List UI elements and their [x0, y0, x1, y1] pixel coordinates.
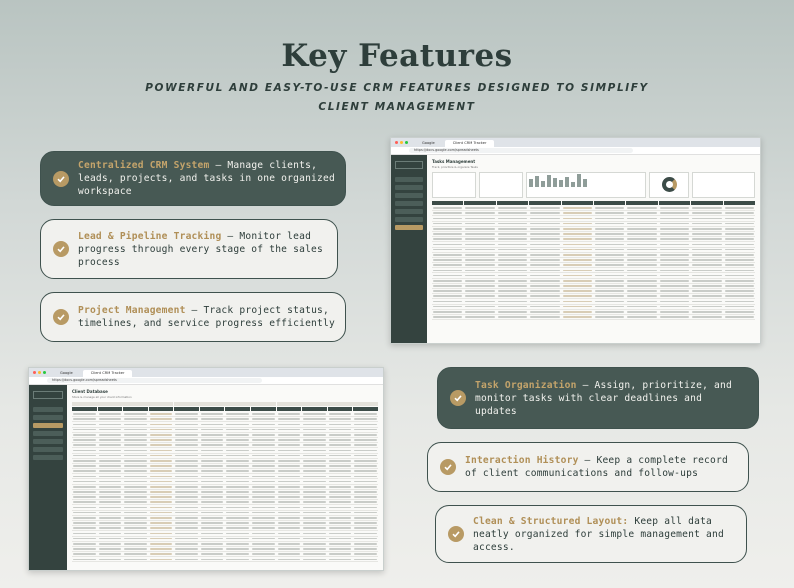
sheet-main: [427, 155, 760, 343]
sidebar-logo: [395, 161, 423, 169]
sidebar-item: [33, 439, 63, 444]
spreadsheet-app: [29, 385, 383, 570]
sidebar-item-selected: [33, 423, 63, 428]
sidebar-item: [395, 217, 423, 222]
sheet-subtitle: Track, prioritize & organize Tasks: [432, 165, 478, 169]
window-controls: [395, 141, 408, 144]
feature-card-centralized-crm: [40, 151, 346, 206]
sidebar-item: [395, 201, 423, 206]
address-bar: [29, 377, 383, 385]
feature-card-interaction-history: [427, 442, 749, 492]
feature-title: Lead & Pipeline Tracking: [78, 230, 222, 242]
table-group-header: [72, 402, 378, 406]
sidebar-item: [395, 177, 423, 182]
sidebar-logo: [33, 391, 63, 399]
table-row: [72, 557, 378, 562]
feature-card-project-management: [40, 292, 346, 342]
spreadsheet-app: [391, 155, 760, 343]
check-icon: [450, 390, 466, 406]
feature-desc: Keep all data neatly organized for simple management and access.: [473, 515, 724, 553]
url-field: https://docs.google.com/spreadsheets: [47, 378, 262, 383]
sheet-title: Client Database: [72, 389, 108, 394]
page-title: Key Features: [281, 38, 513, 74]
status-widget: [479, 172, 523, 198]
browser-tab-crm: Client CRM Tracker: [445, 140, 495, 147]
feature-desc: – Manage clients, leads, projects, and tasks in one organized workspace: [78, 160, 335, 197]
sidebar-item: [33, 447, 63, 452]
feature-text: [78, 159, 335, 198]
table-rows: [432, 206, 755, 320]
check-icon: [53, 241, 69, 257]
feature-title: Project Management: [78, 305, 186, 316]
feature-text: [475, 379, 748, 418]
feature-desc: – Assign, prioritize, and monitor tasks with clear deadlines and updates: [475, 379, 732, 417]
check-icon: [53, 171, 69, 187]
sidebar-item: [33, 431, 63, 436]
feature-text: [78, 304, 335, 330]
sheet-main: [67, 385, 383, 570]
check-icon: [53, 309, 69, 325]
feature-desc: – Keep a complete record of client communications and follow-ups: [465, 455, 728, 479]
sidebar-item: [395, 193, 423, 198]
window-controls: [33, 371, 46, 374]
feature-title: Centralized CRM System: [78, 160, 210, 171]
screenshot-client-database: [28, 367, 384, 571]
feature-title: Clean & Structured Layout:: [473, 515, 629, 527]
feature-text: [473, 515, 736, 554]
feature-card-task-organization: [437, 367, 759, 429]
mini-bars: [527, 173, 645, 189]
feature-title: Task Organization: [475, 379, 577, 391]
browser-tab-bar: [29, 368, 383, 377]
feature-text: [465, 454, 738, 480]
browser-tab-bar: [391, 138, 760, 147]
priority-widget: [692, 172, 755, 198]
address-bar: [391, 147, 760, 155]
page-subtitle: POWERFUL AND EASY-TO-USE CRM FEATURES DESIGNED TO SIMPLIFY CLIENT MANAGEMENT: [145, 82, 649, 113]
browser-tab-google: Google: [60, 371, 73, 375]
sidebar-item: [395, 185, 423, 190]
sidebar: [29, 385, 67, 570]
browser-tab-crm: Client CRM Tracker: [83, 370, 133, 377]
feature-card-lead-pipeline: [40, 219, 338, 279]
bar-chart-widget: [526, 172, 646, 198]
sidebar-item: [33, 455, 63, 460]
mini-donut: [662, 177, 677, 192]
donut-widget: [649, 172, 689, 198]
table-header: [72, 407, 378, 411]
table-header: [432, 201, 755, 205]
sheet-title: Tasks Management: [432, 159, 476, 164]
feature-text: [78, 230, 327, 269]
check-icon: [448, 526, 464, 542]
sidebar-item: [33, 407, 63, 412]
sidebar-item: [395, 209, 423, 214]
url-field: https://docs.google.com/spreadsheets: [409, 148, 633, 153]
feature-desc: – Monitor lead progress through every stage of the sales process: [78, 230, 324, 268]
sidebar-item: [33, 415, 63, 420]
summary-widget: [432, 172, 476, 198]
sheet-subtitle: Store & manage all your client information: [72, 395, 132, 399]
feature-title: Interaction History: [465, 455, 579, 466]
feature-desc: – Track project status, timelines, and service progress efficiently: [78, 305, 335, 329]
feature-card-clean-layout: [435, 505, 747, 563]
browser-tab-google: Google: [422, 141, 435, 145]
screenshot-tasks-management: [390, 137, 761, 344]
table-rows: [72, 412, 378, 562]
check-icon: [440, 459, 456, 475]
sidebar-item-selected: [395, 225, 423, 230]
dashboard-widgets: [432, 172, 755, 198]
sidebar: [391, 155, 427, 343]
table-row: [432, 315, 755, 320]
